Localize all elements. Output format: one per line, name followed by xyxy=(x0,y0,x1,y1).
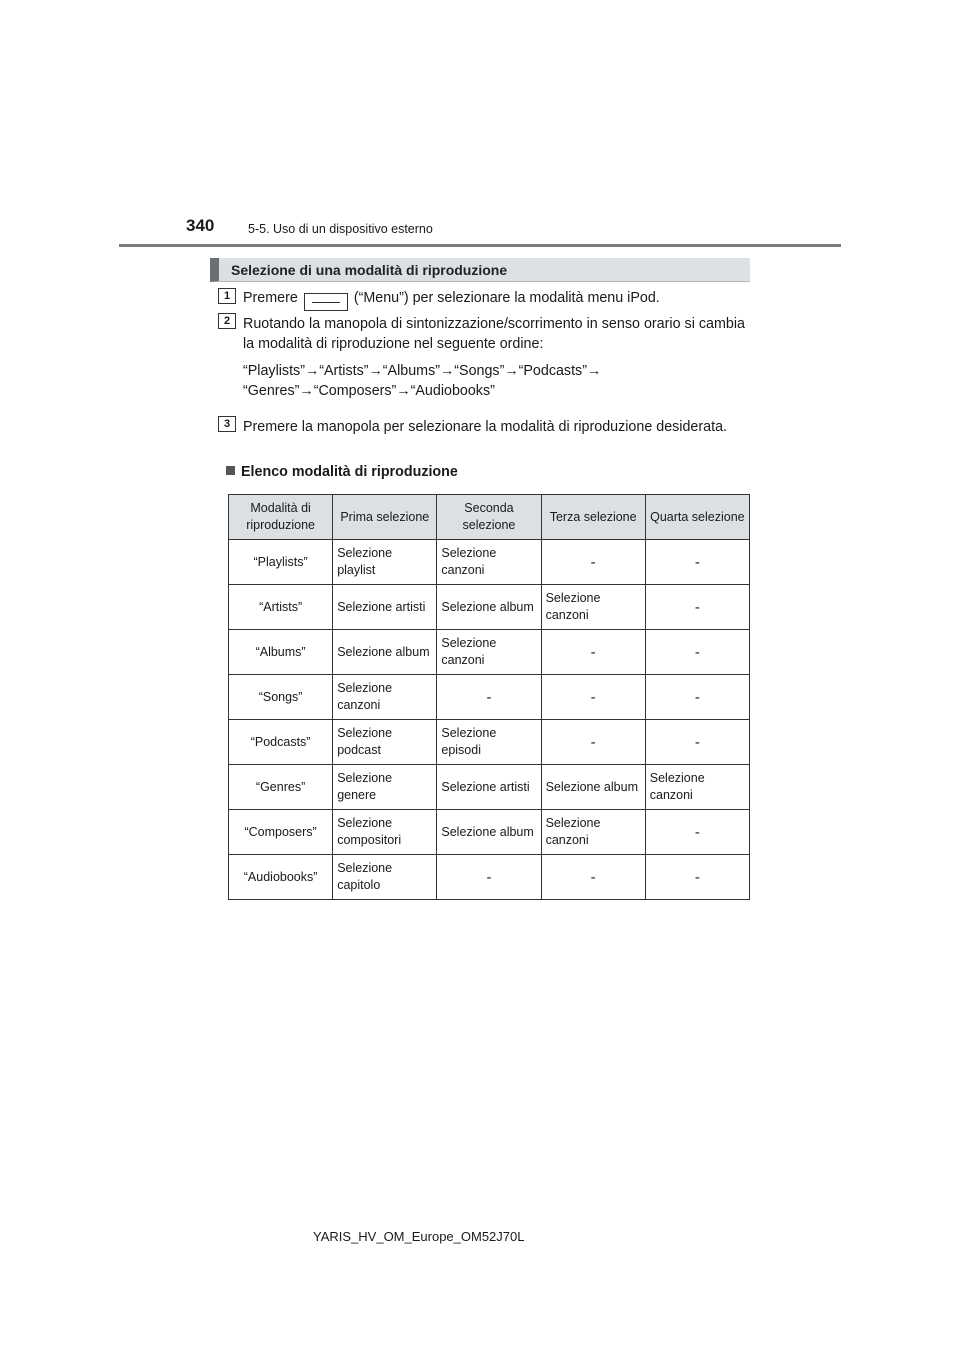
menu-button-icon: —— xyxy=(304,293,348,311)
table-row xyxy=(229,855,750,900)
table-header-cell: Quarta selezione xyxy=(645,495,749,540)
table-cell: Selezione artisti xyxy=(437,765,541,810)
table-cell: “Genres” xyxy=(229,765,333,810)
table-cell: “Artists” xyxy=(229,585,333,630)
table-header-row xyxy=(229,495,750,540)
footer-doc-id: YARIS_HV_OM_Europe_OM52J70L xyxy=(313,1229,525,1244)
step-1-text xyxy=(243,288,745,311)
step-1-text-before: Premere xyxy=(243,290,298,306)
table-cell: - xyxy=(541,675,645,720)
table-cell: “Songs” xyxy=(229,675,333,720)
table-cell: Selezione compositori xyxy=(333,810,437,855)
modes-table xyxy=(228,494,750,900)
table-row xyxy=(229,540,750,585)
table-cell: - xyxy=(645,585,749,630)
table-cell: - xyxy=(541,540,645,585)
table-cell: Selezione album xyxy=(541,765,645,810)
step-2-order-line-1: “Playlists”→“Artists”→“Albums”→“Songs”→“Podcasts”→ xyxy=(243,363,602,379)
table-cell: Selezione genere xyxy=(333,765,437,810)
heading-bar xyxy=(210,258,750,282)
table-cell: Selezione album xyxy=(437,585,541,630)
step-3-number: 3 xyxy=(218,416,236,432)
table-cell: Selezione canzoni xyxy=(541,585,645,630)
table-row xyxy=(229,630,750,675)
table-cell: “Composers” xyxy=(229,810,333,855)
step-2-text: Ruotando la manopola di sintonizzazione/scorrimento in senso orario si cambia la modalità di riproduzione nel seguente ordine: xyxy=(243,316,745,352)
heading-text: Selezione di una modalità di riproduzione xyxy=(231,262,508,278)
table-cell: - xyxy=(541,855,645,900)
table-cell: Selezione capitolo xyxy=(333,855,437,900)
table-cell: Selezione playlist xyxy=(333,540,437,585)
table-cell: - xyxy=(645,720,749,765)
table-cell: Selezione canzoni xyxy=(645,765,749,810)
subheading-text: Elenco modalità di riproduzione xyxy=(241,464,458,480)
step-2-order-line-2: “Genres”→“Composers”→“Audiobooks” xyxy=(243,383,495,399)
table-cell: “Albums” xyxy=(229,630,333,675)
table-cell: Selezione album xyxy=(437,810,541,855)
table-row xyxy=(229,810,750,855)
table-header-cell: Seconda selezione xyxy=(437,495,541,540)
table-cell: Selezione episodi xyxy=(437,720,541,765)
table-cell: - xyxy=(437,675,541,720)
table-cell: - xyxy=(645,855,749,900)
table-cell: “Podcasts” xyxy=(229,720,333,765)
step-3-text: Premere la manopola per selezionare la modalità di riproduzione desiderata. xyxy=(243,419,727,435)
step-1-text-after: (“Menu”) per selezionare la modalità menu iPod. xyxy=(353,290,660,306)
table-cell: Selezione canzoni xyxy=(541,810,645,855)
table-cell: - xyxy=(541,630,645,675)
table-cell: - xyxy=(645,675,749,720)
table-cell: “Audiobooks” xyxy=(229,855,333,900)
table-header-cell: Prima selezione xyxy=(333,495,437,540)
bullet-square-icon xyxy=(226,466,235,475)
table-row xyxy=(229,585,750,630)
table-header-cell: Modalità di riproduzione xyxy=(229,495,333,540)
table-cell: “Playlists” xyxy=(229,540,333,585)
table-cell: - xyxy=(645,810,749,855)
table-cell: Selezione album xyxy=(333,630,437,675)
table-cell: - xyxy=(645,540,749,585)
table-row xyxy=(229,675,750,720)
table-cell: - xyxy=(645,630,749,675)
table-cell: Selezione podcast xyxy=(333,720,437,765)
table-cell: Selezione canzoni xyxy=(437,630,541,675)
table-row xyxy=(229,765,750,810)
table-cell: Selezione canzoni xyxy=(437,540,541,585)
step-1-number: 1 xyxy=(218,288,236,304)
table-header-cell: Terza selezione xyxy=(541,495,645,540)
table-row xyxy=(229,720,750,765)
section-title: 5-5. Uso di un dispositivo esterno xyxy=(248,222,433,236)
header-rule xyxy=(119,244,841,247)
table-cell: - xyxy=(541,720,645,765)
page-number: 340 xyxy=(186,216,215,235)
subheading xyxy=(226,464,458,480)
step-2-number: 2 xyxy=(218,313,236,329)
table-cell: Selezione canzoni xyxy=(333,675,437,720)
table-cell: Selezione artisti xyxy=(333,585,437,630)
table-cell: - xyxy=(437,855,541,900)
